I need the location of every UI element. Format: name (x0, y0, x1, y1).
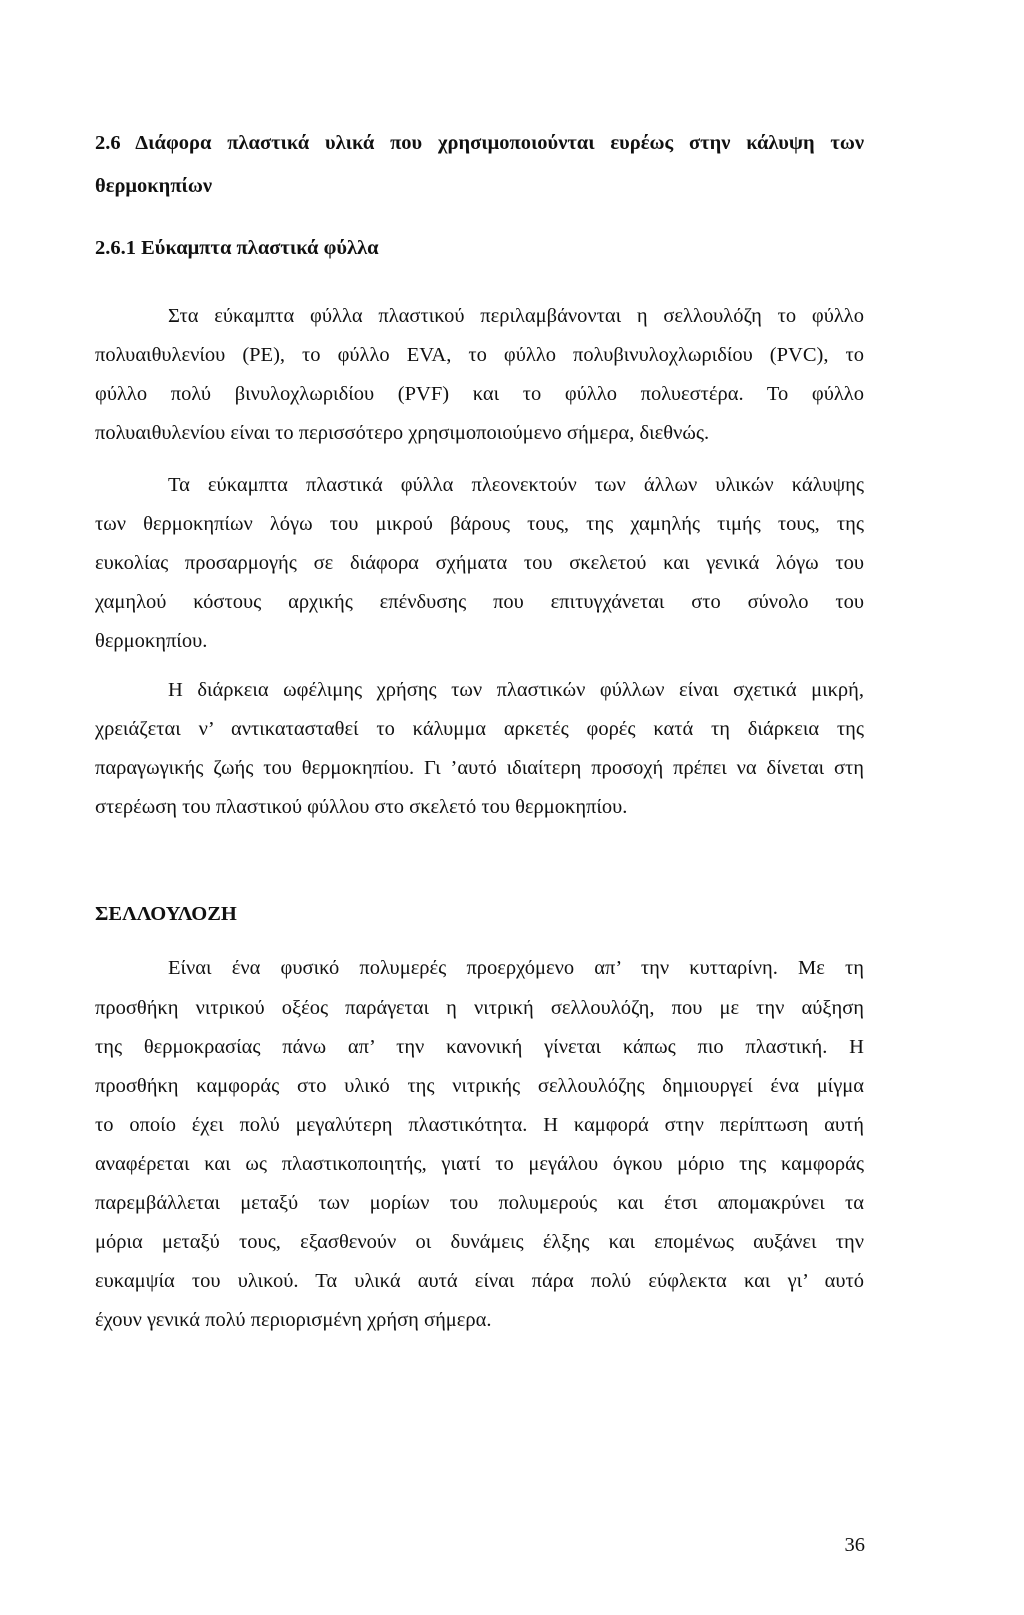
paragraph-1-line: πολυαιθυλενίου είναι το περισσότερο χρησιμοποιούμενο σήμερα, διεθνώς. (95, 422, 710, 444)
cellulose-heading: ΣΕΛΛΟΥΛΟΖΗ (95, 903, 237, 925)
paragraph-3-line: παραγωγικής ζωής του θερμοκηπίου. Γι ’αυτό ιδιαίτερη προσοχή πρέπει να δίνεται στη (95, 757, 864, 779)
section-heading-line-2: θερμοκηπίων (95, 175, 213, 197)
paragraph-2-line: ευκολίας προσαρμογής σε διάφορα σχήματα του σκελετού και γενικά λόγω του (95, 552, 864, 574)
paragraph-3-line: Η διάρκεια ωφέλιμης χρήσης των πλαστικών φύλλων είναι σχετικά μικρή, (168, 679, 864, 701)
page-number: 36 (844, 1534, 865, 1556)
paragraph-4-line: παρεμβάλλεται μεταξύ των μορίων του πολυμερούς και έτσι απομακρύνει τα (95, 1192, 864, 1214)
paragraph-1-line: πολυαιθυλενίου (PE), το φύλλο EVA, το φύλλο πολυβινυλοχλωριδίου (PVC), το (95, 344, 864, 366)
paragraph-4-line: το οποίο έχει πολύ μεγαλύτερη πλαστικότητα. Η καμφορά στην περίπτωση αυτή (95, 1114, 864, 1136)
paragraph-4-line: μόρια μεταξύ τους, εξασθενούν οι δυνάμεις έλξης και επομένως αυξάνει την (95, 1231, 864, 1253)
paragraph-4-line: Είναι ένα φυσικό πολυμερές προερχόμενο απ’ την κυτταρίνη. Με τη (168, 957, 864, 979)
paragraph-2-line: των θερμοκηπίων λόγω του μικρού βάρους τους, της χαμηλής τιμής τους, της (95, 513, 864, 535)
paragraph-1-line: φύλλο πολύ βινυλοχλωριδίου (PVF) και το φύλλο πολυεστέρα. Το φύλλο (95, 383, 864, 405)
paragraph-4-line: της θερμοκρασίας πάνω απ’ την κανονική γίνεται κάπως πιο πλαστική. Η (95, 1036, 864, 1058)
paragraph-2-line: θερμοκηπίου. (95, 630, 208, 652)
paragraph-4-line: ευκαμψία του υλικού. Τα υλικά αυτά είναι πάρα πολύ εύφλεκτα και γι’ αυτό (95, 1270, 864, 1292)
paragraph-3-line: στερέωση του πλαστικού φύλλου στο σκελετό του θερμοκηπίου. (95, 796, 628, 818)
paragraph-4-line: προσθήκη καμφοράς στο υλικό της νιτρικής σελλουλόζης δημιουργεί ένα μίγμα (95, 1075, 864, 1097)
section-heading-line-1: 2.6 Διάφορα πλαστικά υλικά που χρησιμοποιούνται ευρέως στην κάλυψη των (95, 132, 864, 154)
paragraph-4-line: αναφέρεται και ως πλαστικοποιητής, γιατί το μεγάλου όγκου μόριο της καμφοράς (95, 1153, 864, 1175)
paragraph-4-line: προσθήκη νιτρικού οξέος παράγεται η νιτρική σελλουλόζη, που με την αύξηση (95, 997, 864, 1019)
paragraph-3-line: χρειάζεται ν’ αντικατασταθεί το κάλυμμα αρκετές φορές κατά τη διάρκεια της (95, 718, 864, 740)
paragraph-2-line: Τα εύκαμπτα πλαστικά φύλλα πλεονεκτούν των άλλων υλικών κάλυψης (168, 474, 864, 496)
paragraph-4-line: έχουν γενικά πολύ περιορισμένη χρήση σήμερα. (95, 1309, 492, 1331)
subsection-heading: 2.6.1 Εύκαμπτα πλαστικά φύλλα (95, 237, 379, 259)
paragraph-2-line: χαμηλού κόστους αρχικής επένδυσης που επιτυγχάνεται στο σύνολο του (95, 591, 864, 613)
paragraph-1-line: Στα εύκαμπτα φύλλα πλαστικού περιλαμβάνονται η σελλουλόζη το φύλλο (168, 305, 864, 327)
